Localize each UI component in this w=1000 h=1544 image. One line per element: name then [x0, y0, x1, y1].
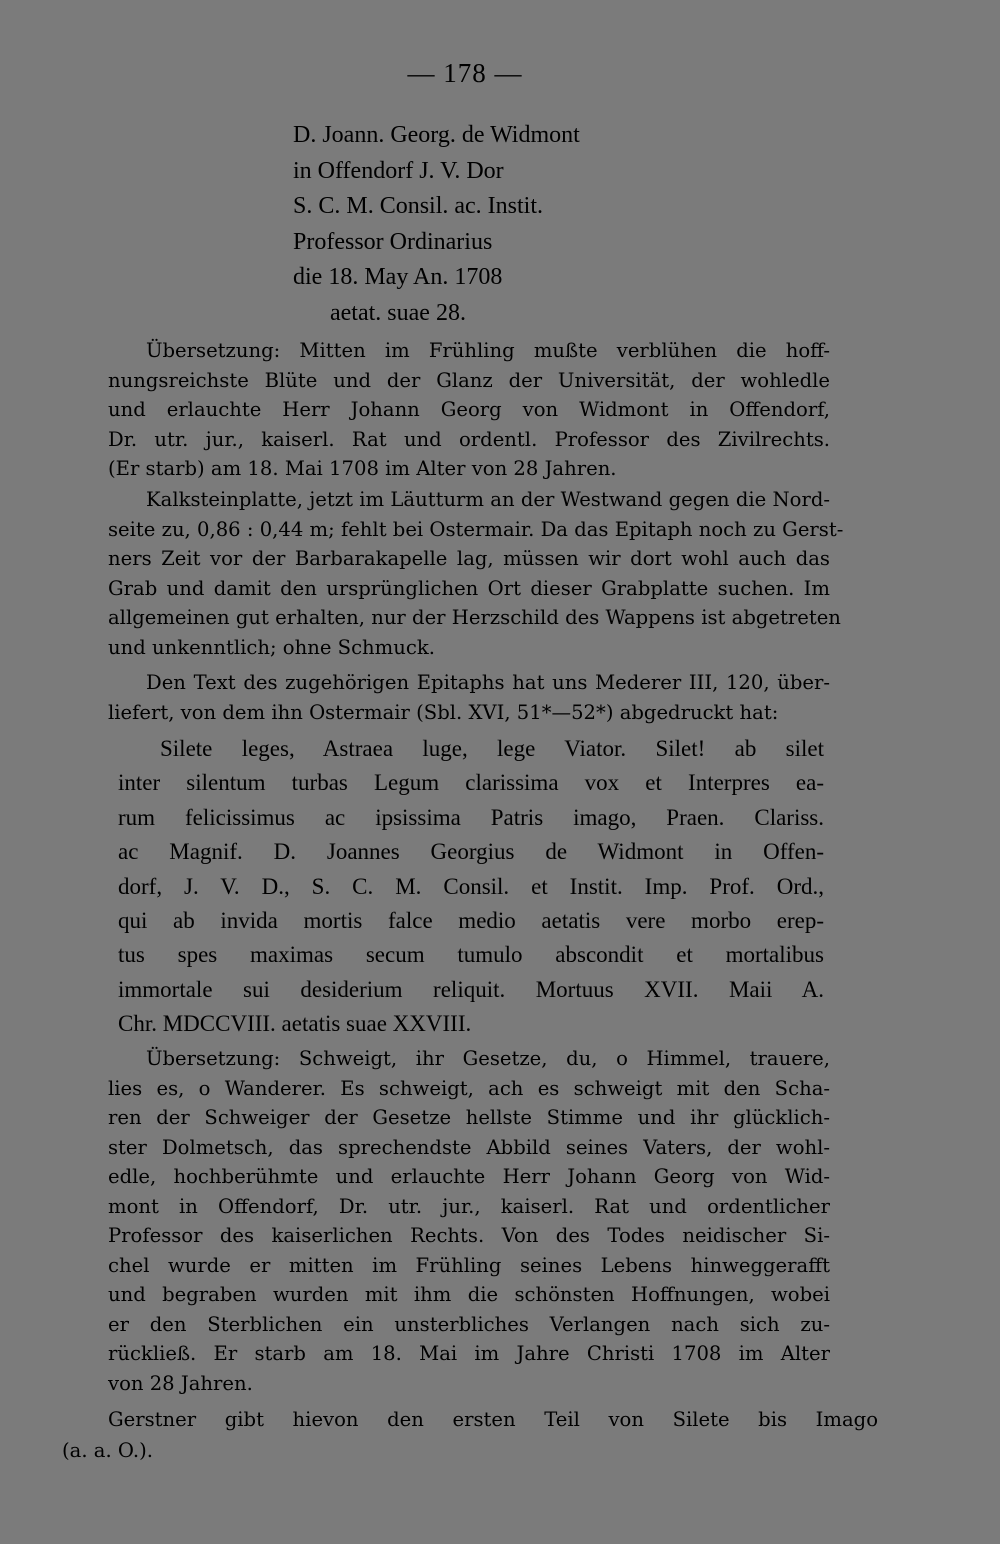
- latin-line: inter silentum turbas Legum clarissima vox et Interpres ea-: [118, 770, 824, 796]
- text-line: Kalksteinplatte, jetzt im Läutturm an der Westwand gegen die Nord-: [146, 488, 830, 511]
- translation-paragraph-2: [146, 1044, 830, 1074]
- translation-paragraph-1: [146, 336, 830, 366]
- text-line: Professor des kaiserlichen Rechts. Von des Todes neidischer Si-: [108, 1224, 830, 1247]
- inscription-line: Professor Ordinarius: [293, 228, 493, 255]
- translation-paragraph-2-cont: [108, 1074, 830, 1399]
- inscription-line: in Offendorf J. V. Dor: [293, 157, 504, 184]
- text-line: er den Sterblichen ein unsterbliches Verlangen nach sich zu-: [108, 1312, 830, 1336]
- text-line: Übersetzung: Mitten im Frühling mußte verblühen die hoff-: [146, 339, 830, 362]
- text-line: edle, hochberühmte und erlauchte Herr Johann Georg von Wid-: [108, 1165, 830, 1188]
- text-line: nungsreichste Blüte und der Glanz der Universität, der wohledle: [108, 368, 830, 392]
- description-paragraph: [146, 485, 830, 515]
- text-line: Dr. utr. jur., kaiserl. Rat und ordentl. Professor des Zivilrechts.: [108, 427, 830, 451]
- translation-paragraph-1-cont: [108, 366, 830, 484]
- inscription-line: S. C. M. Consil. ac. Instit.: [293, 193, 544, 219]
- text-line: (a. a. O.).: [62, 1439, 153, 1462]
- text-line: chel wurde er mitten im Frühling seines Lebens hinweggerafft: [108, 1253, 830, 1277]
- closing-paragraph-cont: [62, 1436, 832, 1466]
- latin-line: ac Magnif. D. Joannes Georgius de Widmont in Offen-: [118, 839, 824, 865]
- inscription-block: [293, 118, 580, 331]
- closing-paragraph: [108, 1405, 878, 1435]
- text-line: ren der Schweiger der Gesetze hellste Stimme und ihr glücklich-: [108, 1106, 830, 1129]
- epitaph-intro-cont: [108, 698, 830, 728]
- latin-line: tus spes maximas secum tumulo abscondit et mortalibus: [118, 942, 824, 968]
- latin-epitaph-cont: [118, 766, 824, 1041]
- epitaph-intro: [146, 668, 830, 698]
- text-line: mont in Offendorf, Dr. utr. jur., kaiserl. Rat und ordentlicher: [108, 1194, 830, 1218]
- text-line: liefert, von dem ihn Ostermair (Sbl. XVI, 51*—52*) abgedruckt hat:: [108, 700, 779, 724]
- latin-line: dorf, J. V. D., S. C. M. Consil. et Instit. Imp. Prof. Ord.,: [118, 873, 824, 899]
- latin-line: Silete leges, Astraea luge, lege Viator. Silet! ab silet: [160, 736, 824, 761]
- inscription-line: aetat. suae 28.: [330, 299, 466, 326]
- latin-line: immortale sui desiderium reliquit. Mortuus XVII. Maii A.: [118, 976, 824, 1002]
- text-line: von 28 Jahren.: [108, 1371, 253, 1395]
- description-paragraph-cont: [108, 515, 844, 663]
- text-line: Grab und damit den ursprünglichen Ort dieser Grabplatte suchen. Im: [108, 576, 830, 600]
- text-line: und erlauchte Herr Johann Georg von Widmont in Offendorf,: [108, 398, 830, 421]
- text-line: seite zu, 0,86 : 0,44 m; fehlt bei Ostermair. Da das Epitaph noch zu Gerst-: [108, 517, 844, 541]
- latin-line: rum felicissimus ac ipsissima Patris imago, Praen. Clariss.: [118, 804, 824, 830]
- page-number: — 178 —: [407, 58, 523, 88]
- inscription-line: die 18. May An. 1708: [293, 264, 503, 290]
- text-line: Den Text des zugehörigen Epitaphs hat uns Mederer III, 120, über-: [146, 671, 830, 694]
- latin-epitaph: [160, 732, 824, 766]
- text-line: allgemeinen gut erhalten, nur der Herzschild des Wappens ist abgetreten: [108, 606, 841, 629]
- text-line: und unkenntlich; ohne Schmuck.: [108, 635, 435, 659]
- latin-line: Chr. MDCCVIII. aetatis suae XXVIII.: [118, 1011, 472, 1037]
- text-line: (Er starb) am 18. Mai 1708 im Alter von 28 Jahren.: [108, 457, 617, 480]
- text-line: Übersetzung: Schweigt, ihr Gesetze, du, o Himmel, trauere,: [146, 1047, 830, 1070]
- text-line: rückließ. Er starb am 18. Mai im Jahre Christi 1708 im Alter: [108, 1342, 830, 1365]
- text-line: ners Zeit vor der Barbarakapelle lag, müssen wir dort wohl auch das: [108, 547, 830, 570]
- text-line: Gerstner gibt hievon den ersten Teil von Silete bis Imago: [108, 1408, 878, 1431]
- text-line: und begraben wurden mit ihm die schönsten Hoffnungen, wobei: [108, 1283, 830, 1306]
- latin-line: qui ab invida mortis falce medio aetatis vere morbo erep-: [118, 908, 824, 934]
- text-line: ster Dolmetsch, das sprechendste Abbild seines Vaters, der wohl-: [108, 1135, 830, 1159]
- inscription-line: D. Joann. Georg. de Widmont: [293, 122, 580, 148]
- text-line: lies es, o Wanderer. Es schweigt, ach es schweigt mit den Scha-: [108, 1076, 830, 1100]
